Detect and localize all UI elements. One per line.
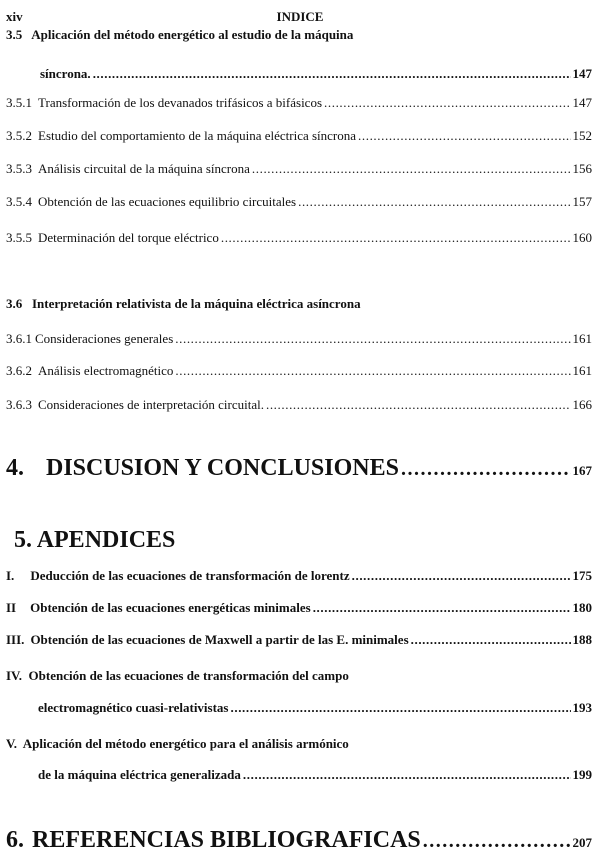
toc-entry <box>6 230 592 246</box>
toc-entry <box>6 668 349 684</box>
toc-title: Consideraciones de interpretación circuital. <box>38 397 264 412</box>
toc-title: Obtención de las ecuaciones energéticas minimales <box>30 600 311 615</box>
toc-title: Determinación del torque eléctrico <box>38 230 219 245</box>
page-number: xiv <box>6 9 23 24</box>
toc-title: Estudio del comportamiento de la máquina eléctrica síncrona <box>38 128 357 143</box>
dot-leader <box>175 331 570 347</box>
toc-chapter <box>6 454 592 485</box>
toc-title: electromagnético cuasi-relativistas <box>38 700 229 715</box>
toc-title: DISCUSION Y CONCLUSIONES <box>46 455 399 481</box>
dot-leader <box>266 397 571 413</box>
dot-leader <box>175 363 570 379</box>
toc-title: Obtención de las ecuaciones de transformación del campo <box>28 668 349 683</box>
toc-number: 3.5.5 <box>6 230 32 245</box>
toc-entry <box>6 331 592 347</box>
toc-title: Consideraciones generales <box>35 331 174 346</box>
toc-number: 3.6.1 <box>6 331 32 346</box>
toc-page: 180 <box>572 600 592 615</box>
toc-page: 199 <box>572 767 592 782</box>
toc-page: 152 <box>572 128 592 143</box>
toc-number: 3.5 <box>6 27 23 42</box>
toc-entry <box>6 95 592 111</box>
toc-number: V. <box>6 736 17 751</box>
toc-number: III. <box>6 632 25 647</box>
toc-entry <box>6 128 592 144</box>
toc-number: 3.5.1 <box>6 95 32 110</box>
dot-leader <box>243 767 571 783</box>
toc-entry <box>6 600 592 616</box>
toc-entry <box>6 568 592 584</box>
toc-page: 188 <box>572 632 592 647</box>
toc-page: 193 <box>572 700 592 715</box>
toc-page: 156 <box>572 161 592 176</box>
toc-page: 207 <box>572 835 592 850</box>
toc-number: 6. <box>6 827 24 853</box>
toc-entry <box>38 767 592 783</box>
toc-title: Obtención de las ecuaciones de Maxwell a partir de las E. minimales <box>30 632 409 647</box>
toc-title: Transformación de los devanados trifásicos a bifásicos <box>38 95 323 110</box>
toc-number: 4. <box>6 455 24 481</box>
dot-leader <box>221 230 571 246</box>
dot-leader <box>358 128 570 144</box>
toc-title: Aplicación del método energético para el análisis armónico <box>22 736 349 751</box>
toc-number: II <box>6 600 17 615</box>
toc-entry <box>6 632 592 648</box>
page-title: INDICE <box>276 9 324 24</box>
toc-page: 147 <box>572 66 592 81</box>
toc-page: 175 <box>572 568 592 583</box>
toc-title: APENDICES <box>36 527 176 553</box>
toc-number: 5. <box>14 527 32 553</box>
dot-leader <box>231 700 571 716</box>
dot-leader <box>411 632 571 648</box>
toc-title: Análisis electromagnético <box>38 363 174 378</box>
toc-page: 167 <box>572 463 592 478</box>
toc-page: 147 <box>572 95 592 110</box>
toc-title: Aplicación del método energético al estudio de la máquina <box>31 27 354 42</box>
toc-entry <box>6 194 592 210</box>
dot-leader <box>93 66 571 82</box>
toc-chapter <box>14 526 175 554</box>
toc-page: 157 <box>572 194 592 209</box>
toc-title: Análisis circuital de la máquina síncrona <box>38 161 250 176</box>
toc-title: síncrona. <box>40 66 91 81</box>
dot-leader <box>352 568 571 584</box>
toc-title: Obtención de las ecuaciones equilibrio circuitales <box>38 194 297 209</box>
toc-page: 161 <box>572 363 592 378</box>
toc-entry <box>6 736 349 752</box>
dot-leader <box>324 95 570 111</box>
toc-number: 3.6 <box>6 296 23 311</box>
toc-chapter <box>6 826 592 857</box>
toc-entry <box>6 363 592 379</box>
toc-entry <box>6 161 592 177</box>
toc-number: I. <box>6 568 15 583</box>
dot-leader <box>423 826 571 855</box>
toc-number: 3.5.3 <box>6 161 32 176</box>
toc-title: Interpretación relativista de la máquina eléctrica asíncrona <box>32 296 361 311</box>
toc-heading <box>6 296 361 312</box>
toc-heading <box>6 27 353 43</box>
dot-leader <box>252 161 571 177</box>
dot-leader <box>401 454 571 483</box>
toc-page: 161 <box>572 331 592 346</box>
toc-title: REFERENCIAS BIBLIOGRAFICAS <box>32 827 421 853</box>
toc-number: IV. <box>6 668 23 683</box>
toc-number: 3.6.3 <box>6 397 32 412</box>
toc-entry <box>38 700 592 716</box>
toc-title: Deducción de las ecuaciones de transformación de lorentz <box>30 568 350 583</box>
toc-entry <box>6 397 592 413</box>
toc-number: 3.5.2 <box>6 128 32 143</box>
toc-number: 3.6.2 <box>6 363 32 378</box>
toc-title: de la máquina eléctrica generalizada <box>38 767 241 782</box>
dot-leader <box>313 600 571 616</box>
toc-number: 3.5.4 <box>6 194 32 209</box>
toc-page: 166 <box>572 397 592 412</box>
toc-page: 160 <box>572 230 592 245</box>
toc-entry <box>40 66 592 82</box>
dot-leader <box>298 194 570 210</box>
